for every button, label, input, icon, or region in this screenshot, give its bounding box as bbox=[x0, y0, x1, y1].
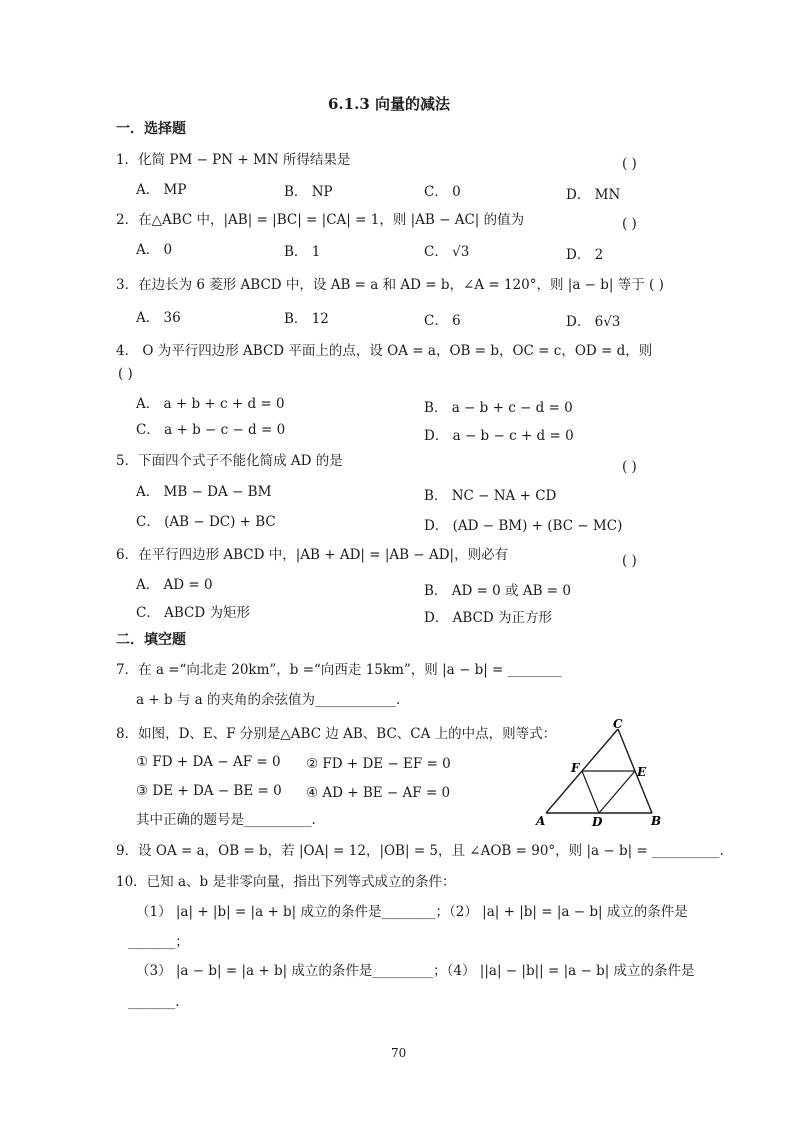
question-8-equation-2: ② FD + DE − EF = 0 bbox=[306, 756, 451, 772]
question-10-blank-1: _______； bbox=[128, 934, 189, 950]
question-8-ending: 其中正确的题号是__________. bbox=[136, 812, 316, 828]
question-7-line-2: a + b 与 a 的夹角的余弦值为____________. bbox=[136, 692, 401, 708]
question-10-part-1-2: （1） |a| + |b| = |a + b| 成立的条件是________；（2） |a| + |b| = |a − b| 成立的条件是 bbox=[136, 904, 688, 920]
label-a: A bbox=[536, 814, 546, 828]
question-5-option-c: C． (AB − DC) + BC bbox=[136, 514, 276, 530]
question-2-answer-paren: ( ) bbox=[622, 216, 637, 232]
question-10-part-3-4: （3） |a − b| = |a + b| 成立的条件是_________；（4） ||a| − |b|| = |a − b| 成立的条件是 bbox=[136, 963, 695, 979]
question-1-option-b: B． NP bbox=[284, 184, 333, 200]
label-e: E bbox=[637, 765, 647, 779]
question-8-stem: 8．如图，D、E、F 分别是△ABC 边 AB、BC、CA 上的中点，则等式： bbox=[116, 726, 557, 742]
label-b: B bbox=[651, 814, 662, 828]
question-5-option-d: D． (AD − BM) + (BC − MC) bbox=[424, 518, 623, 534]
question-6-option-a: A． AD = 0 bbox=[136, 577, 213, 593]
question-8-equation-1: ① FD + DA − AF = 0 bbox=[136, 754, 281, 770]
question-4-answer-paren: ( ) bbox=[118, 366, 133, 382]
question-1-option-c: C． 0 bbox=[424, 184, 461, 200]
question-1-answer-paren: ( ) bbox=[622, 156, 637, 172]
question-1-stem: 1．化简 PM − PN + MN 所得结果是 bbox=[116, 152, 351, 168]
question-1-option-d: D． MN bbox=[566, 187, 621, 203]
question-8-equation-4: ④ AD + BE − AF = 0 bbox=[306, 785, 451, 801]
segment-de bbox=[599, 771, 635, 813]
triangle-figure bbox=[530, 715, 670, 830]
question-6-option-d: D． ABCD 为正方形 bbox=[424, 610, 552, 626]
question-4-stem: 4． O 为平行四边形 ABCD 平面上的点，设 OA = a，OB = b，OC = c，OD = d，则 bbox=[116, 343, 653, 359]
question-6-answer-paren: ( ) bbox=[622, 553, 637, 569]
question-4-option-c: C． a + b − c − d = 0 bbox=[136, 422, 286, 438]
question-2-option-b: B． 1 bbox=[284, 244, 321, 260]
question-3-option-a: A． 36 bbox=[136, 310, 181, 326]
label-d: D bbox=[592, 815, 603, 829]
question-10-stem: 10．已知 a、b 是非零向量，指出下列等式成立的条件： bbox=[116, 874, 456, 890]
question-10-blank-2: _______. bbox=[128, 994, 180, 1010]
question-6-option-c: C． ABCD 为矩形 bbox=[136, 605, 250, 621]
question-3-option-d: D． 6√3 bbox=[566, 314, 621, 330]
question-2-option-d: D． 2 bbox=[566, 247, 604, 263]
segment-fd bbox=[582, 771, 599, 813]
question-5-answer-paren: ( ) bbox=[622, 459, 637, 475]
question-8-equation-3: ③ DE + DA − BE = 0 bbox=[136, 783, 282, 799]
label-c: C bbox=[613, 717, 623, 731]
section-heading-fill: 二．填空题 bbox=[116, 632, 186, 648]
question-4-option-b: B． a − b + c − d = 0 bbox=[424, 400, 573, 416]
question-2-stem: 2．在△ABC 中，|AB| = |BC| = |CA| = 1，则 |AB − AC| 的值为 bbox=[116, 212, 525, 228]
question-4-option-a: A． a + b + c + d = 0 bbox=[136, 396, 285, 412]
question-2-option-c: C． √3 bbox=[424, 244, 470, 260]
question-3-option-b: B． 12 bbox=[284, 311, 329, 327]
question-4-option-d: D． a − b − c + d = 0 bbox=[424, 428, 574, 444]
question-9-line: 9．设 OA = a，OB = b，若 |OA| = 12，|OB| = 5，且 ∠AOB = 90°，则 |a − b| = __________. bbox=[116, 843, 724, 859]
question-5-stem: 5．下面四个式子不能化简成 AD 的是 bbox=[116, 453, 343, 469]
label-f: F bbox=[571, 761, 580, 775]
question-1-option-a: A． MP bbox=[136, 182, 187, 198]
page-number: 70 bbox=[391, 1046, 407, 1060]
question-5-option-a: A． MB − DA − BM bbox=[136, 484, 272, 500]
question-2-option-a: A． 0 bbox=[136, 242, 173, 258]
section-heading-choice: 一．选择题 bbox=[116, 121, 186, 137]
question-6-stem: 6．在平行四边形 ABCD 中，|AB + AD| = |AB − AD|，则必有 bbox=[116, 547, 509, 563]
question-6-option-b: B． AD = 0 或 AB = 0 bbox=[424, 583, 572, 599]
question-3-stem: 3．在边长为 6 菱形 ABCD 中，设 AB = a 和 AD = b，∠A = 120°，则 |a − b| 等于 ( ) bbox=[116, 277, 664, 293]
page-title: 6.1.3 向量的减法 bbox=[328, 95, 450, 113]
question-7-line-1: 7．在 a =“向北走 20km”，b =“向西走 15km”，则 |a − b| = ________ bbox=[116, 662, 562, 678]
question-3-option-c: C． 6 bbox=[424, 313, 461, 329]
question-5-option-b: B． NC − NA + CD bbox=[424, 488, 557, 504]
